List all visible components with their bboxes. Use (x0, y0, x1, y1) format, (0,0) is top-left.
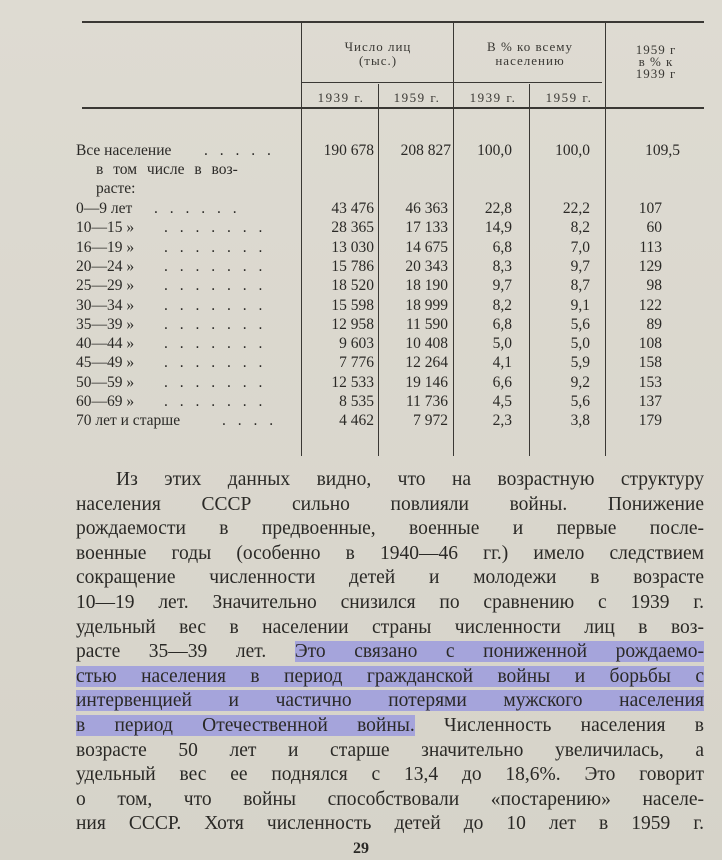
row-label: 70 лет и старше (76, 412, 181, 430)
row-label: 35—39 » (76, 315, 135, 333)
cell-ratio: 158 (638, 354, 662, 372)
cell-c1959: 18 999 (405, 296, 448, 314)
cell-p1939: 8,2 (492, 296, 512, 314)
table-row (72, 316, 704, 334)
row-label: 0—9 лет (76, 200, 133, 217)
table-subtitle-line1 (72, 161, 302, 179)
text-segment: сокращение численности детей и молодежи в возрасте (76, 567, 704, 589)
cell-ratio: 109,5 (645, 142, 680, 159)
cell-ratio: 129 (638, 257, 662, 275)
row-label: 50—59 » (76, 373, 135, 391)
cell-p1959: 5,6 (570, 393, 590, 410)
cell-c1959: 208 827 (400, 142, 451, 159)
row-label: 30—34 » (76, 296, 135, 314)
page-number: 29 (353, 840, 369, 857)
row-label: 10—15 » (76, 219, 135, 237)
cell-ratio: 108 (638, 335, 662, 353)
cell-c1959: 7 972 (413, 412, 448, 430)
row-label: Все население (76, 142, 172, 159)
table-row-total (72, 142, 704, 160)
row-label: 25—29 » (76, 277, 135, 295)
header-year-1939: 1939 г. (317, 90, 365, 105)
table-row (72, 239, 704, 257)
header-bottom-rule (82, 107, 704, 109)
population-table (72, 18, 704, 458)
row-dots: . . . . . . . (164, 277, 267, 295)
text-segment: расте 35—39 лет. (76, 641, 295, 663)
row-dots: . . . . . (204, 142, 275, 159)
table-row (72, 219, 704, 237)
text-segment: ния СССР. Хотя численность детей до 10 лет в 1959 г. (76, 813, 704, 835)
cell-p1959: 5,0 (570, 335, 590, 353)
cell-p1939: 4,5 (492, 393, 512, 410)
cell-p1939: 6,8 (492, 238, 512, 256)
highlighted-text: интервенцией и частично потерями мужского населения (76, 690, 704, 712)
row-dots: . . . . . . . (164, 315, 267, 333)
cell-p1959: 100,0 (555, 142, 590, 159)
row-dots: . . . . . . . (164, 296, 267, 314)
cell-p1939: 6,6 (492, 373, 512, 391)
cell-c1939: 13 030 (331, 238, 374, 256)
cell-c1939: 190 678 (323, 142, 374, 159)
cell-p1939: 14,9 (484, 219, 512, 237)
cell-ratio: 89 (646, 315, 662, 333)
cell-p1959: 5,6 (570, 315, 590, 333)
cell-c1959: 11 590 (405, 315, 448, 333)
cell-c1939: 8 535 (339, 393, 374, 410)
row-label: 45—49 » (76, 354, 135, 372)
text-segment: удельный вес ее поднялся с 13,4 до 18,6%. Это говорит (76, 764, 704, 786)
cell-c1939: 7 776 (339, 354, 374, 372)
cell-c1959: 46 363 (405, 200, 448, 217)
cell-p1959: 9,1 (570, 296, 590, 314)
cell-c1959: 11 736 (405, 393, 448, 410)
cell-p1959: 5,9 (570, 354, 590, 372)
cell-c1939: 12 533 (331, 373, 374, 391)
cell-c1939: 15 598 (331, 296, 374, 314)
table-row (72, 277, 704, 295)
cell-p1939: 2,3 (492, 412, 512, 430)
cell-c1959: 17 133 (405, 219, 448, 237)
row-dots: . . . . . . . (164, 219, 267, 237)
cell-p1959: 7,0 (570, 238, 590, 256)
cell-p1939: 8,3 (492, 257, 512, 275)
cell-c1959: 20 343 (405, 257, 448, 275)
table-row (72, 200, 704, 218)
cell-p1959: 9,7 (570, 257, 590, 275)
text-segment: о том, что войны способствовали «постарению» населе- (76, 788, 704, 810)
row-dots: . . . . (222, 412, 278, 430)
table-row (72, 335, 704, 353)
table-row (72, 374, 704, 392)
header-pct-1959: 1959 г. (545, 90, 593, 105)
header-mid-rule (302, 82, 602, 83)
row-label: 20—24 » (76, 257, 135, 275)
text-segment: военные годы (особенно в 1940—46 гг.) имело следствием (76, 542, 704, 564)
cell-c1959: 19 146 (405, 373, 448, 391)
text-segment: Численность населения в (414, 715, 704, 736)
text-segment: удельный вес в населении страны численности лиц в воз- (76, 616, 704, 638)
text-segment: 10—19 лет. Значительно снизился по сравнению с 1939 г. (76, 592, 704, 613)
table-top-rule (82, 21, 704, 23)
table-row (72, 297, 704, 315)
cell-c1939: 9 603 (339, 335, 374, 353)
cell-p1939: 4,1 (492, 354, 512, 372)
cell-c1959: 12 264 (405, 354, 448, 372)
row-dots: . . . . . . (154, 200, 241, 217)
cell-p1939: 6,8 (492, 315, 512, 333)
cell-c1939: 4 462 (339, 412, 374, 430)
table-subtitle-line2 (72, 180, 302, 198)
cell-p1959: 22,2 (562, 200, 590, 217)
row-dots: . . . . . . . (164, 393, 267, 410)
table-row (72, 354, 704, 372)
cell-p1959: 3,8 (570, 412, 590, 430)
text-line (76, 810, 704, 838)
row-dots: . . . . . . . (164, 373, 267, 391)
cell-ratio: 122 (638, 296, 662, 314)
highlighted-text: Это связано с пониженной рождаемо- (294, 641, 704, 663)
cell-c1959: 10 408 (405, 335, 448, 353)
cell-c1939: 12 958 (331, 315, 374, 333)
cell-ratio: 107 (638, 200, 662, 217)
cell-ratio: 179 (638, 412, 662, 430)
row-label: 40—44 » (76, 335, 135, 353)
row-dots: . . . . . . . (164, 257, 267, 275)
header-count: Число лиц (тыс.) (344, 39, 412, 68)
header-percent: В % ко всему населению (487, 39, 573, 68)
table-row (72, 258, 704, 276)
cell-c1939: 18 520 (331, 277, 374, 295)
row-dots: . . . . . . . (164, 238, 267, 256)
text-segment: возрасте 50 лет и старше значительно увеличилась, а (76, 739, 704, 761)
cell-c1939: 28 365 (331, 219, 374, 237)
cell-p1939: 100,0 (477, 142, 512, 159)
cell-ratio: 153 (638, 373, 662, 391)
cell-ratio: 113 (639, 238, 662, 256)
cell-p1939: 9,7 (492, 277, 512, 295)
row-label: 60—69 » (76, 393, 135, 410)
cell-ratio: 137 (638, 393, 662, 410)
row-dots: . . . . . . . (164, 354, 267, 372)
cell-c1959: 18 190 (405, 277, 448, 295)
text-segment: рождаемости в предвоенные, военные и первые после- (76, 518, 704, 540)
cell-p1959: 9,2 (570, 373, 590, 391)
cell-c1959: 14 675 (405, 238, 448, 256)
header-ratio: 1959 г в % к 1939 г (635, 42, 677, 81)
table-row (72, 393, 704, 411)
row-sublabel: расте: (96, 180, 136, 197)
cell-ratio: 60 (646, 219, 662, 237)
cell-p1939: 22,8 (484, 200, 512, 217)
cell-p1939: 5,0 (492, 335, 512, 353)
cell-c1939: 43 476 (331, 200, 374, 217)
cell-c1939: 15 786 (331, 257, 374, 275)
cell-ratio: 98 (646, 277, 662, 295)
cell-p1959: 8,7 (570, 277, 590, 295)
header-year-1959: 1959 г. (393, 90, 441, 105)
cell-p1959: 8,2 (570, 219, 590, 237)
row-dots: . . . . . . . (164, 335, 267, 353)
highlighted-text: в период Отечественной войны. (76, 715, 415, 736)
table-row (72, 412, 704, 430)
text-segment: населения СССР сильно повлияли войны. Понижение (76, 493, 704, 515)
highlighted-text: стью населения в период гражданской войны и борьбы с (76, 665, 704, 687)
row-label: 16—19 » (76, 238, 135, 256)
text-segment: Из этих данных видно, что на возрастную структуру (116, 469, 704, 490)
header-pct-1939: 1939 г. (469, 90, 517, 105)
row-sublabel: в том числе в воз- (96, 161, 238, 178)
